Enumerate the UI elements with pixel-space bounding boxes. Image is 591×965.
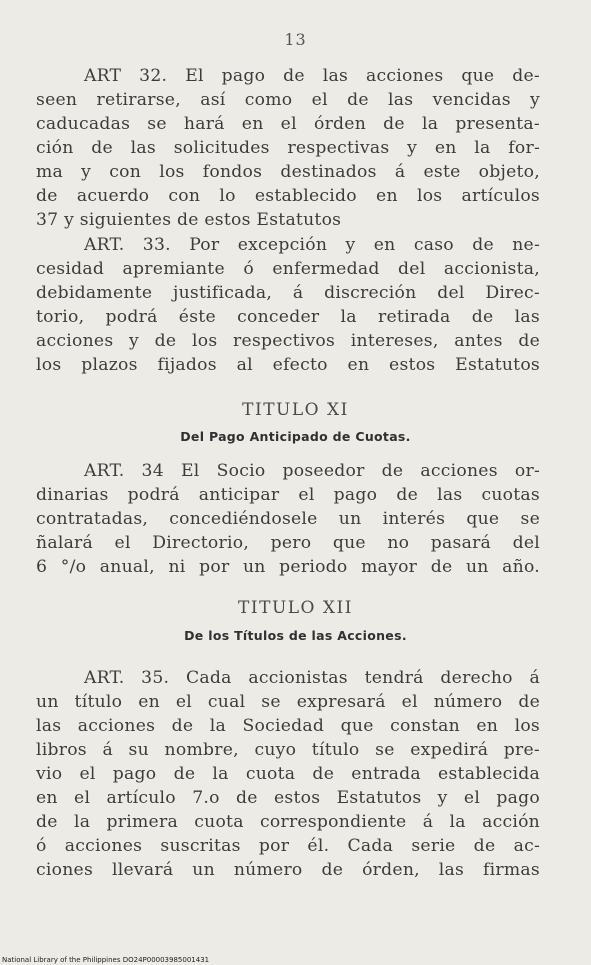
text-line: ART. 35. Cada accionistas tendrá derecho á: [84, 668, 540, 688]
text-line: contratadas, concediéndosele un interés que se: [36, 509, 540, 529]
text-line: caducadas se hará en el órden de la presenta-: [36, 114, 540, 134]
text-line: ñalará el Directorio, pero que no pasará del: [36, 533, 540, 553]
text-line: en el artículo 7.o de estos Estatutos y el pago: [36, 788, 540, 808]
text-line: debidamente justificada, á discreción del Direc-: [36, 283, 540, 303]
text-line: vio el pago de la cuota de entrada establecida: [36, 764, 540, 784]
text-line: los plazos fijados al efecto en estos Estatutos: [36, 355, 540, 375]
text-line: ma y con los fondos destinados á este objeto,: [36, 162, 540, 182]
titulo-xii-heading: TITULO XII: [238, 598, 353, 618]
article-33: [36, 233, 540, 377]
library-footer: National Library of the Philippines DO24P00003985001431: [2, 956, 210, 964]
titulo-xii-subheading: De los Títulos de las Acciones.: [184, 628, 407, 643]
article-35: [36, 666, 540, 882]
titulo-xi-heading: TITULO XI: [242, 400, 349, 420]
article-34: [36, 459, 540, 579]
text-line: ción de las solicitudes respectivas y en la for-: [36, 138, 540, 158]
text-line: acciones y de los respectivos intereses, antes de: [36, 331, 540, 351]
text-line: 37 y siguientes de estos Estatutos: [36, 210, 342, 230]
page-number: 13: [284, 30, 307, 49]
text-line: cesidad apremiante ó enfermedad del accionista,: [36, 259, 540, 279]
text-line: ciones llevará un número de órden, las firmas: [36, 860, 540, 880]
text-line: seen retirarse, así como el de las vencidas y: [36, 90, 540, 110]
text-line: ART 32. El pago de las acciones que de-: [84, 66, 540, 86]
text-line: 6 °/o anual, ni por un periodo mayor de un año.: [36, 557, 540, 577]
text-line: dinarias podrá anticipar el pago de las cuotas: [36, 485, 540, 505]
text-line: ART. 33. Por excepción y en caso de ne-: [84, 235, 540, 255]
text-line: un título en el cual se expresará el número de: [36, 692, 540, 712]
text-line: ó acciones suscritas por él. Cada serie de ac-: [36, 836, 540, 856]
text-line: de acuerdo con lo establecido en los artículos: [36, 186, 540, 206]
text-line: las acciones de la Sociedad que constan en los: [36, 716, 540, 736]
article-32: [36, 64, 540, 232]
text-line: torio, podrá éste conceder la retirada de las: [36, 307, 540, 327]
titulo-xi-subheading: Del Pago Anticipado de Cuotas.: [180, 429, 411, 444]
text-line: de la primera cuota correspondiente á la acción: [36, 812, 540, 832]
text-line: libros á su nombre, cuyo título se expedirá pre-: [36, 740, 540, 760]
text-line: ART. 34 El Socio poseedor de acciones or-: [84, 461, 540, 481]
